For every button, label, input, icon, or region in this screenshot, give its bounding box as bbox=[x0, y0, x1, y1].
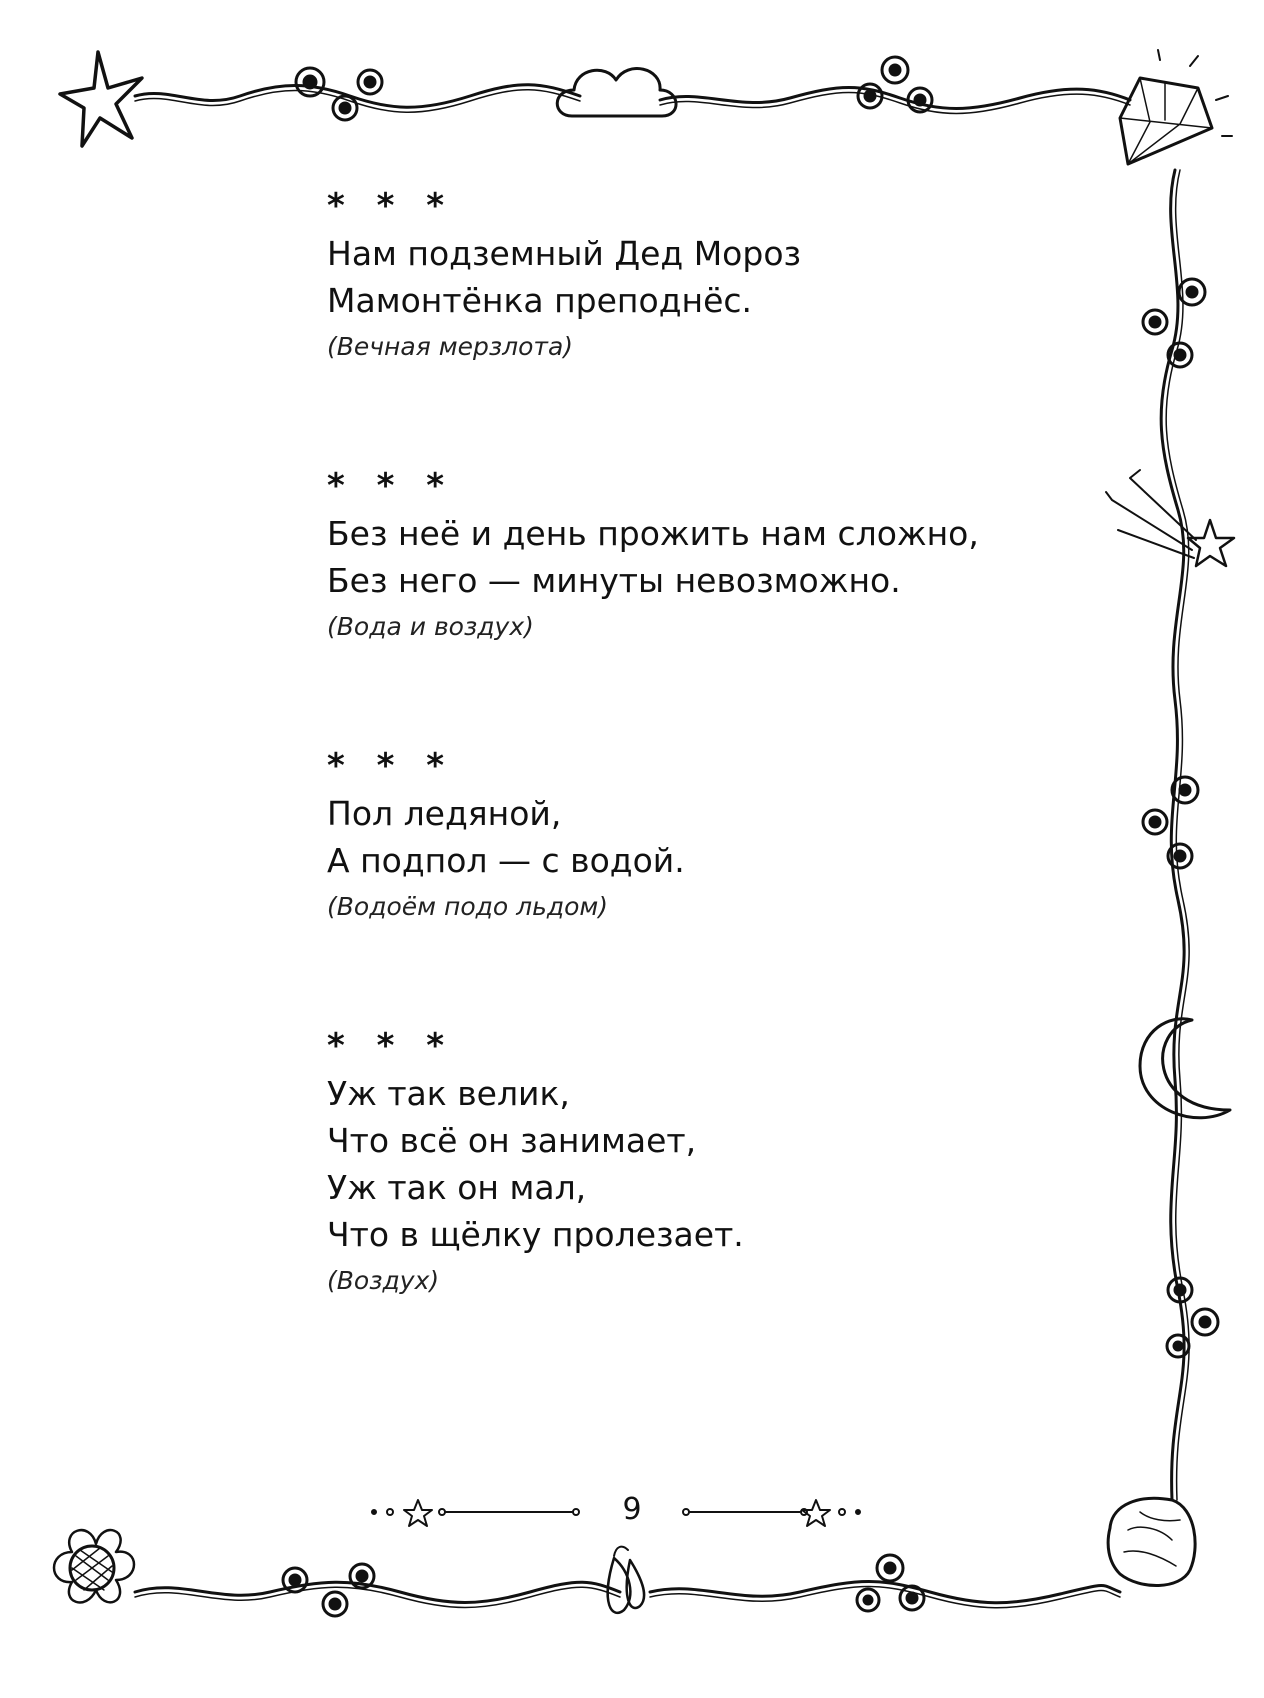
riddle-answer: (Воздух) bbox=[327, 1266, 440, 1295]
riddle-2 bbox=[327, 466, 979, 648]
diamond-icon bbox=[1120, 50, 1232, 164]
page-ornament-left bbox=[372, 1500, 579, 1526]
cloud-icon bbox=[557, 69, 676, 116]
riddle-line: Что в щёлку пролезает. bbox=[327, 1215, 744, 1254]
riddle-3 bbox=[327, 746, 685, 928]
riddle-separator: * * * bbox=[327, 1026, 455, 1066]
riddle-line: Без неё и день прожить нам сложно, bbox=[327, 514, 979, 553]
riddle-line: Что всё он занимает, bbox=[327, 1121, 697, 1160]
moon-icon bbox=[1140, 1019, 1230, 1118]
riddle-line: А подпол — с водой. bbox=[327, 841, 685, 880]
riddle-line: Уж так велик, bbox=[327, 1074, 570, 1113]
page-ornament-right bbox=[683, 1500, 860, 1526]
riddle-line: Мамонтёнка преподнёс. bbox=[327, 281, 753, 320]
star-icon bbox=[60, 52, 142, 146]
riddle-separator: * * * bbox=[327, 186, 455, 226]
riddle-separator: * * * bbox=[327, 746, 455, 786]
drop-icon bbox=[608, 1547, 644, 1613]
riddle-answer: (Вечная мерзлота) bbox=[327, 332, 574, 361]
stone-icon bbox=[1108, 1498, 1195, 1585]
page-number: 9 bbox=[622, 1492, 642, 1527]
berries-icon bbox=[1143, 279, 1205, 367]
berries-icon bbox=[283, 1564, 374, 1616]
riddle-separator: * * * bbox=[327, 466, 455, 506]
berries-icon bbox=[1167, 1278, 1218, 1357]
riddle-line: Нам подземный Дед Мороз bbox=[327, 234, 802, 273]
riddle-line: Пол ледяной, bbox=[327, 794, 562, 833]
flower-icon bbox=[54, 1530, 134, 1602]
riddle-answer: (Водоём подо льдом) bbox=[327, 892, 609, 921]
berries-icon bbox=[858, 57, 932, 112]
riddle-line: Без него — минуты невозможно. bbox=[327, 561, 901, 600]
riddle-1 bbox=[327, 186, 801, 368]
riddle-answer: (Вода и воздух) bbox=[327, 612, 534, 641]
riddle-4 bbox=[327, 1026, 744, 1302]
riddle-line: Уж так он мал, bbox=[327, 1168, 587, 1207]
